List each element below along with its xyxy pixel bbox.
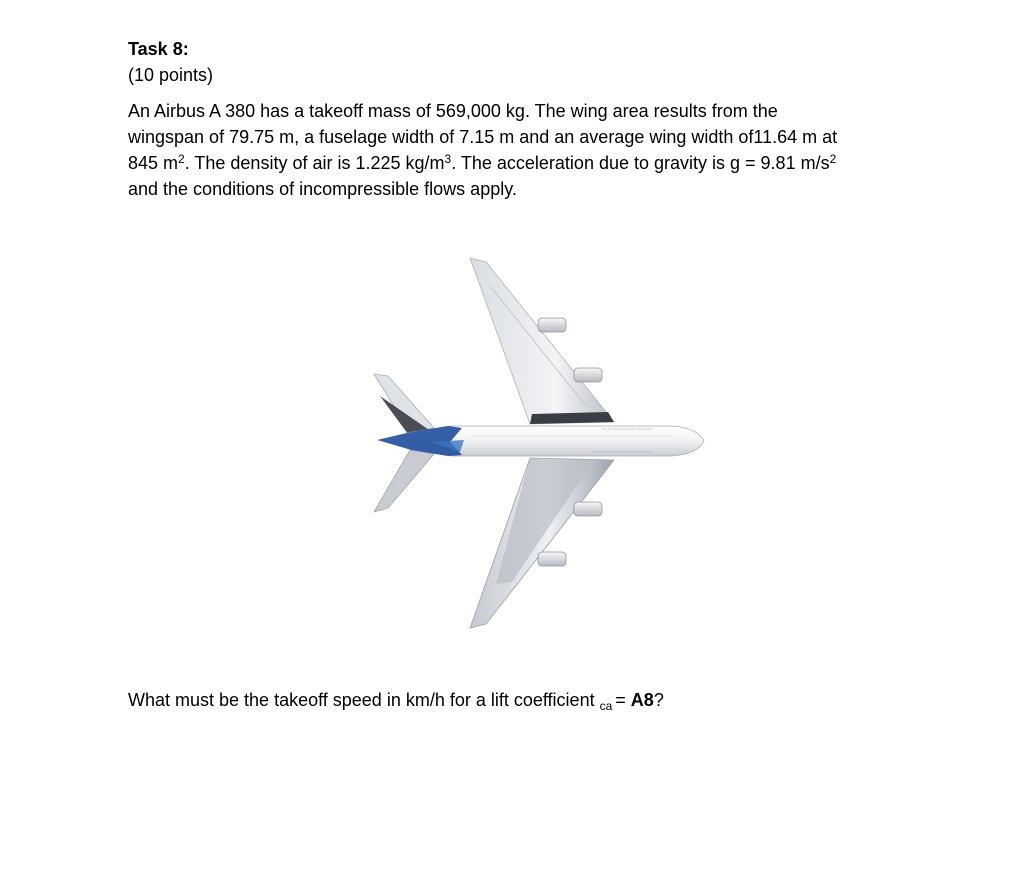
question-mark: ? (653, 690, 664, 710)
exponent-2-gravity: 2 (829, 152, 837, 166)
description-line-3 (128, 150, 928, 176)
air-density-text: . The density of air is 1.225 kg/m (184, 153, 445, 173)
description-line-2: wingspan of 79.75 m, a fuselage width of 7.15 m and an average wing width of11.64 m at (128, 127, 838, 147)
fuselage (378, 426, 704, 456)
lift-coefficient-subscript: ca (599, 699, 613, 713)
exponent-2: 2 (178, 152, 185, 166)
question-prompt: What must be the takeoff speed in km/h for a lift coefficient (128, 690, 595, 710)
task-title: Task 8: (128, 39, 189, 59)
answer-reference: A8 (630, 690, 654, 710)
gravity-text: . The acceleration due to gravity is g = 9.81 m/s (451, 153, 830, 173)
description-line-1: An Airbus A 380 has a takeoff mass of 569,000 kg. The wing area results from the (128, 101, 778, 121)
lower-wing (470, 458, 614, 628)
upper-wing (470, 258, 614, 424)
airbus-a380-top-view-icon (372, 256, 708, 630)
exponent-3: 3 (444, 152, 452, 166)
question-text (128, 688, 664, 718)
wing-area-value: 845 m (128, 153, 179, 173)
equals-sign: = (615, 690, 626, 710)
task-points: (10 points) (128, 65, 214, 85)
task-description (128, 98, 928, 202)
description-line-4: and the conditions of incompressible flows apply. (128, 179, 517, 199)
